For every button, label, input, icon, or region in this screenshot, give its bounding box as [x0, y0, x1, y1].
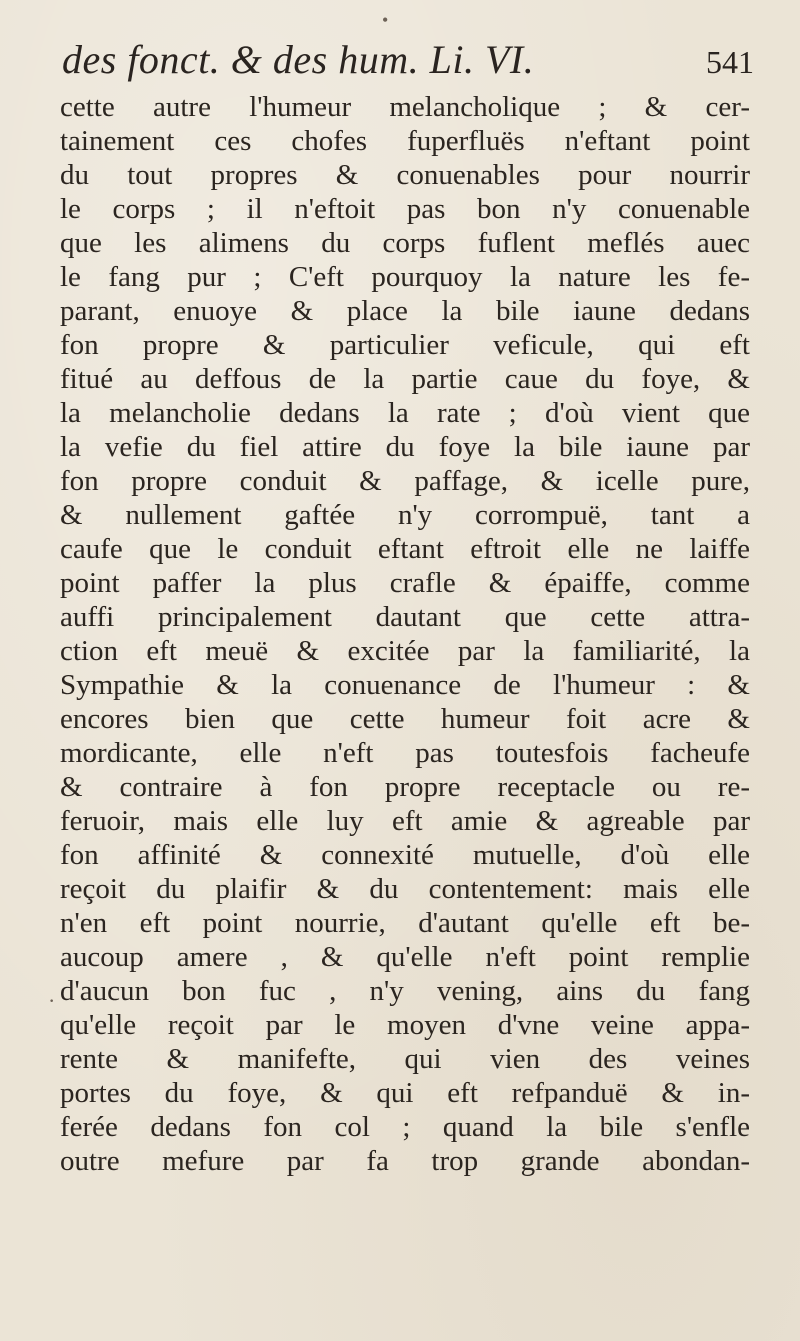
- text-line: aucoup amere , & qu'elle n'eft point remplie: [60, 941, 750, 973]
- text-line: ction eft meuë & excitée par la familiarité, la: [60, 635, 750, 667]
- text-line: & contraire à fon propre receptacle ou re-: [60, 771, 750, 803]
- text-line: le corps ; il n'eftoit pas bon n'y conuenable: [60, 193, 750, 225]
- text-line: rente & manifefte, qui vien des veines: [60, 1043, 750, 1075]
- text-line: & nullement gaftée n'y corrompuë, tant a: [60, 499, 750, 531]
- running-head: des fonct. & des hum. Li. VI.: [62, 37, 535, 82]
- text-line: que les alimens du corps fuflent meflés auec: [60, 227, 750, 259]
- text-line: qu'elle reçoit par le moyen d'vne veine appa-: [60, 1009, 750, 1041]
- text-line: parant, enuoye & place la bile iaune dedans: [60, 295, 750, 327]
- page-header: [56, 36, 756, 96]
- text-line: le fang pur ; C'eft pourquoy la nature les fe-: [60, 261, 750, 293]
- text-line: auffi principalement dautant que cette attra-: [60, 601, 750, 633]
- text-line: la melancholie dedans la rate ; d'où vient que: [60, 397, 750, 429]
- text-line: tainement ces chofes fuperfluës n'eftant point: [60, 125, 750, 157]
- text-line: n'en eft point nourrie, d'autant qu'elle eft be-: [60, 907, 750, 939]
- body-text: [60, 90, 750, 1178]
- text-line: fon affinité & connexité mutuelle, d'où elle: [60, 839, 750, 871]
- text-line: point paffer la plus crafle & épaiffe, comme: [60, 567, 750, 599]
- text-line: mordicante, elle n'eft pas toutesfois facheufe: [60, 737, 750, 769]
- text-line: encores bien que cette humeur foit acre &: [60, 703, 750, 735]
- text-line: reçoit du plaifir & du contentement: mais elle: [60, 873, 750, 905]
- text-line: caufe que le conduit eftant eftroit elle ne laiffe: [60, 533, 750, 565]
- text-line: fon propre conduit & paffage, & icelle pure,: [60, 465, 750, 497]
- text-line: fon propre & particulier veficule, qui eft: [60, 329, 750, 361]
- page-number: 541: [706, 44, 754, 80]
- text-line: du tout propres & conuenables pour nourrir: [60, 159, 750, 191]
- text-line: portes du foye, & qui eft refpanduë & in-: [60, 1077, 750, 1109]
- text-line: feruoir, mais elle luy eft amie & agreable par: [60, 805, 750, 837]
- text-line: outre mefure par fa trop grande abondan-: [60, 1145, 750, 1177]
- text-line: ferée dedans fon col ; quand la bile s'enfle: [60, 1111, 750, 1143]
- ink-speck: •: [382, 10, 389, 30]
- text-line: fitué au deffous de la partie caue du foye, &: [60, 363, 750, 395]
- text-line: cette autre l'humeur melancholique ; & cer-: [60, 91, 750, 123]
- text-line: Sympathie & la conuenance de l'humeur : &: [60, 669, 750, 701]
- text-line: d'aucun bon fuc , n'y vening, ains du fang: [60, 975, 750, 1007]
- text-line: la vefie du fiel attire du foye la bile iaune par: [60, 431, 750, 463]
- margin-mark: ·: [48, 988, 56, 1013]
